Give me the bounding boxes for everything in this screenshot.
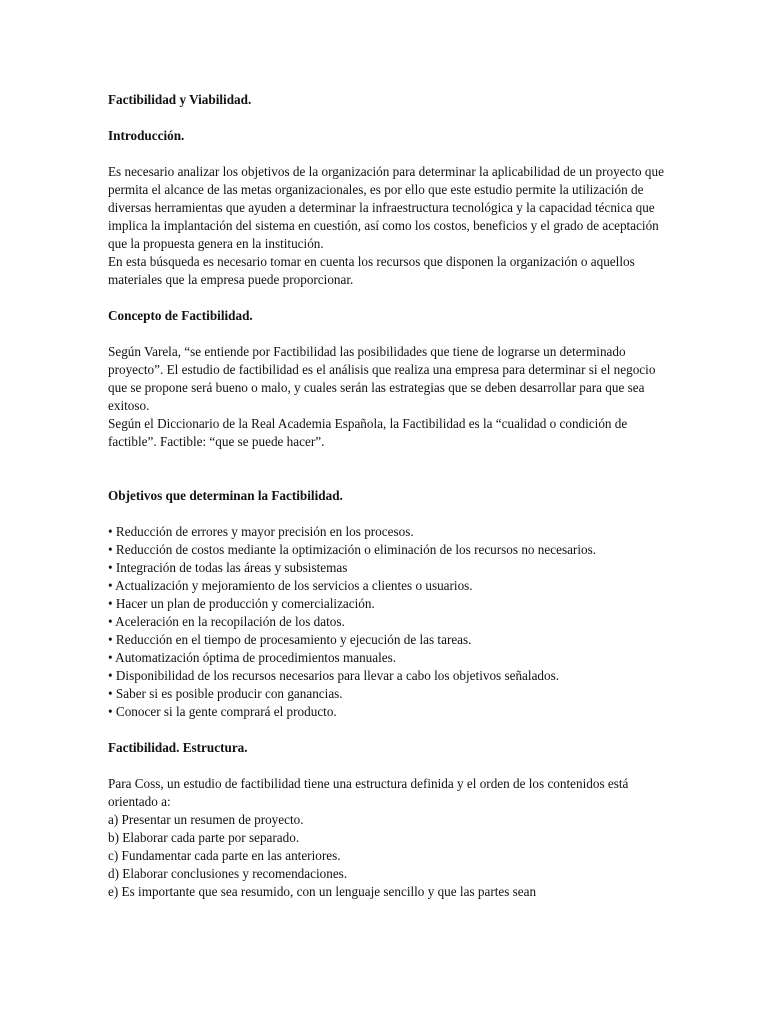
list-item: • Hacer un plan de producción y comercialización. — [108, 596, 375, 611]
intro-paragraph-2: En esta búsqueda es necesario tomar en cuenta los recursos que disponen la organización o aquellos materiales que la empresa puede proporcionar. — [108, 254, 635, 287]
objetivos-heading: Objetivos que determinan la Factibilidad. — [108, 488, 343, 503]
estructura-item-d: d) Elaborar conclusiones y recomendaciones. — [108, 866, 348, 881]
intro-paragraph-1: Es necesario analizar los objetivos de la organización para determinar la aplicabilidad de un proyecto que permita el alcance de las metas organizacionales, es por ello que este estudio permite la utilización de diversas herramientas que ayuden a determinar la infraestructura tecnológica y la capacidad técnica que implica la implantación del sistema en cuestión, así como los costos, beneficios y el grado de aceptación que la propuesta genera en la institución. — [108, 164, 664, 251]
list-item: • Actualización y mejoramiento de los servicios a clientes o usuarios. — [108, 578, 473, 593]
concepto-paragraph-2: Según el Diccionario de la Real Academia Española, la Factibilidad es la “cualidad o condición de factible”. Factible: “que se puede hacer”. — [108, 416, 628, 449]
estructura-item-e: e) Es importante que sea resumido, con un lenguaje sencillo y que las partes sean — [108, 884, 537, 899]
concepto-section — [108, 343, 668, 451]
list-item: • Saber si es posible producir con ganancias. — [108, 686, 343, 701]
spacer — [108, 469, 668, 487]
objetivos-list — [108, 523, 668, 721]
list-item: • Reducción en el tiempo de procesamiento y ejecución de las tareas. — [108, 632, 472, 647]
estructura-item-b: b) Elaborar cada parte por separado. — [108, 830, 300, 845]
list-item: • Integración de todas las áreas y subsistemas — [108, 560, 348, 575]
list-item: • Conocer si la gente comprará el producto. — [108, 704, 337, 719]
list-item: • Disponibilidad de los recursos necesarios para llevar a cabo los objetivos señalados. — [108, 668, 560, 683]
intro-heading: Introducción. — [108, 128, 185, 143]
list-item: • Aceleración en la recopilación de los datos. — [108, 614, 345, 629]
concepto-heading: Concepto de Factibilidad. — [108, 308, 253, 323]
intro-section — [108, 163, 668, 289]
concepto-paragraph-1: Según Varela, “se entiende por Factibilidad las posibilidades que tiene de lograrse un determinado proyecto”. El estudio de factibilidad es el análisis que realiza una empresa para determinar si el negocio que se propone será bueno o malo, y cuales serán las estrategias que se deben desarrollar para que sea exitoso. — [108, 344, 656, 413]
estructura-item-c: c) Fundamentar cada parte en las anteriores. — [108, 848, 341, 863]
estructura-section — [108, 775, 668, 901]
list-item: • Reducción de errores y mayor precisión en los procesos. — [108, 524, 414, 539]
list-item: • Reducción de costos mediante la optimización o eliminación de los recursos no necesarios. — [108, 542, 597, 557]
estructura-intro: Para Coss, un estudio de factibilidad tiene una estructura definida y el orden de los contenidos está orientado a: — [108, 776, 629, 809]
list-item: • Automatización óptima de procedimientos manuales. — [108, 650, 397, 665]
document-title: Factibilidad y Viabilidad. — [108, 92, 252, 107]
document-page — [108, 91, 668, 919]
estructura-heading: Factibilidad. Estructura. — [108, 740, 248, 755]
estructura-item-a: a) Presentar un resumen de proyecto. — [108, 812, 304, 827]
